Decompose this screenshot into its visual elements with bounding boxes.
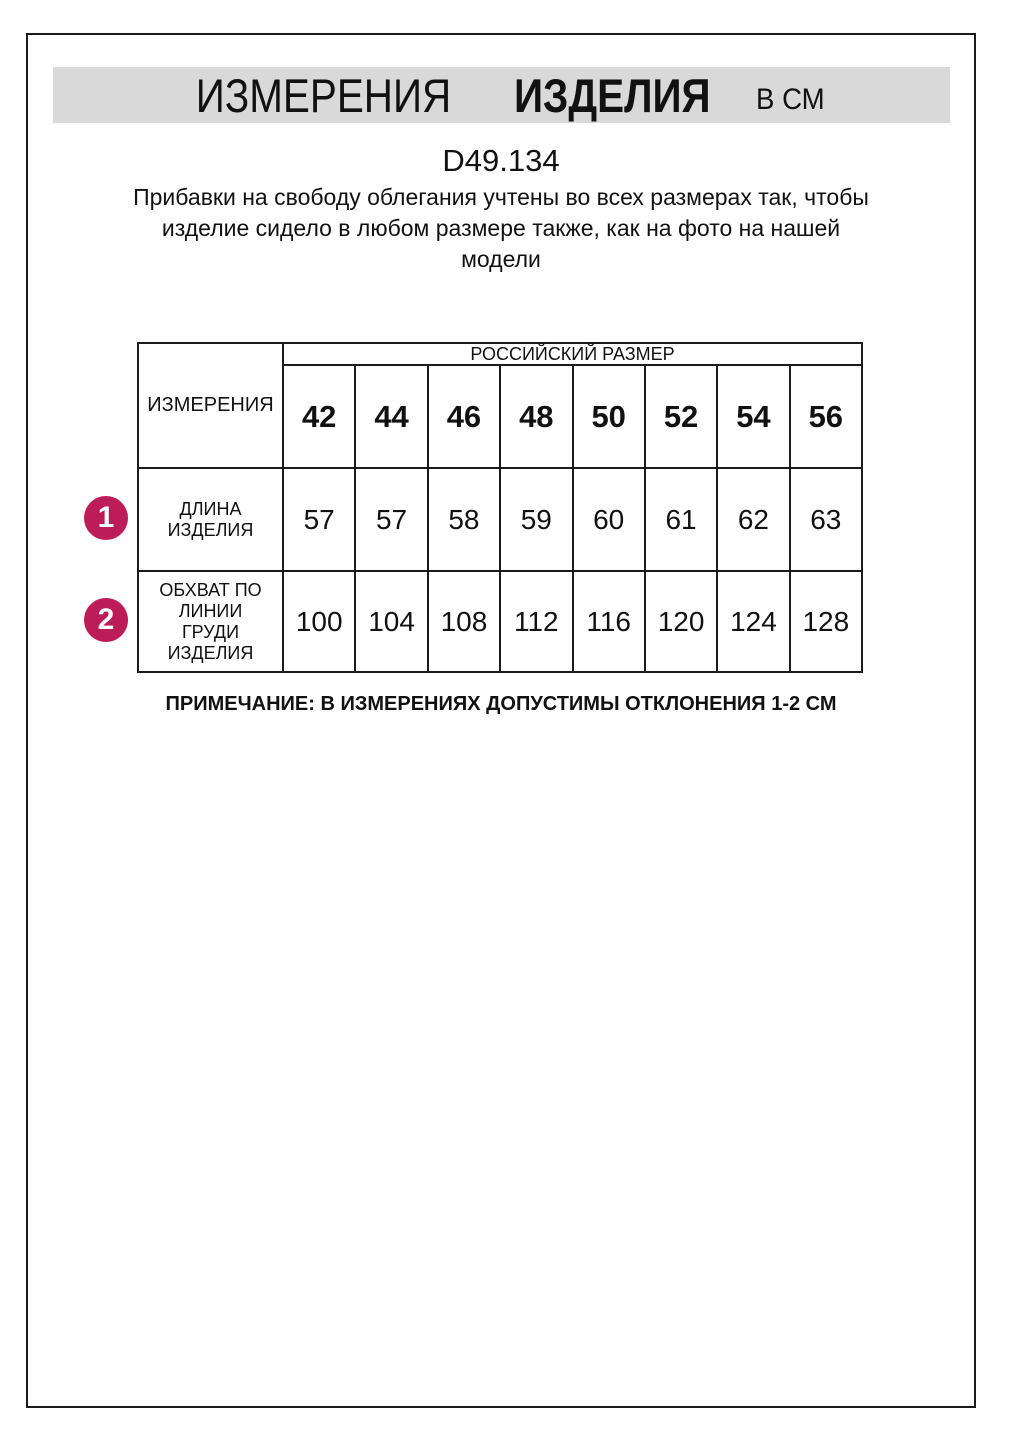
row-label-length: ДЛИНА ИЗДЕЛИЯ: [138, 468, 283, 571]
title-unit-cm: В СМ: [755, 83, 825, 116]
size-column-header: 44: [355, 365, 427, 468]
page-border-frame: [26, 33, 976, 1408]
size-column-header: 54: [717, 365, 789, 468]
size-column-header: 46: [428, 365, 500, 468]
fit-description-line: Прибавки на свободу облегания учтены во всех размерах так, чтобы: [133, 184, 869, 210]
chest-value: 108: [428, 571, 500, 672]
size-column-header: 50: [573, 365, 645, 468]
length-value: 58: [428, 468, 500, 571]
chest-value: 100: [283, 571, 355, 672]
chest-value: 112: [500, 571, 572, 672]
title-measurements: ИЗМЕРЕНИЯ: [196, 68, 452, 122]
chest-value: 104: [355, 571, 427, 672]
table-row-chest: [138, 571, 862, 672]
length-value: 62: [717, 468, 789, 571]
fit-description-line: модели: [461, 246, 541, 272]
fit-description: [28, 182, 974, 275]
chest-value: 120: [645, 571, 717, 672]
size-table: [137, 342, 863, 673]
table-row-length: [138, 468, 862, 571]
length-value: 61: [645, 468, 717, 571]
length-value: 59: [500, 468, 572, 571]
measurements-column-header: ИЗМЕРЕНИЯ: [138, 343, 283, 468]
row-label-chest: ОБХВАТ ПО ЛИНИИ ГРУДИ ИЗДЕЛИЯ: [138, 571, 283, 672]
length-value: 57: [283, 468, 355, 571]
row-marker-2-number: 2: [97, 603, 115, 636]
table-group-header-row: [138, 343, 862, 365]
size-column-header: 42: [283, 365, 355, 468]
size-column-header: 48: [500, 365, 572, 468]
tolerance-note: ПРИМЕЧАНИЕ: В ИЗМЕРЕНИЯХ ДОПУСТИМЫ ОТКЛОНЕНИЯ 1-2 СМ: [165, 693, 837, 715]
fit-description-line: изделие сидело в любом размере также, как на фото на нашей: [161, 215, 841, 241]
length-value: 57: [355, 468, 427, 571]
title-band: [53, 67, 950, 123]
size-column-header: 52: [645, 365, 717, 468]
russian-size-header: РОССИЙСКИЙ РАЗМЕР: [283, 343, 862, 365]
chest-value: 116: [573, 571, 645, 672]
row-marker-1-badge: [84, 496, 128, 540]
length-value: 60: [573, 468, 645, 571]
chest-value: 124: [717, 571, 789, 672]
row-marker-2-badge: [84, 598, 128, 642]
title-product: ИЗДЕЛИЯ: [514, 68, 711, 122]
length-value: 63: [790, 468, 862, 571]
model-code: D49.134: [442, 143, 560, 178]
size-column-header: 56: [790, 365, 862, 468]
chest-value: 128: [790, 571, 862, 672]
row-marker-1-number: 1: [97, 501, 115, 534]
